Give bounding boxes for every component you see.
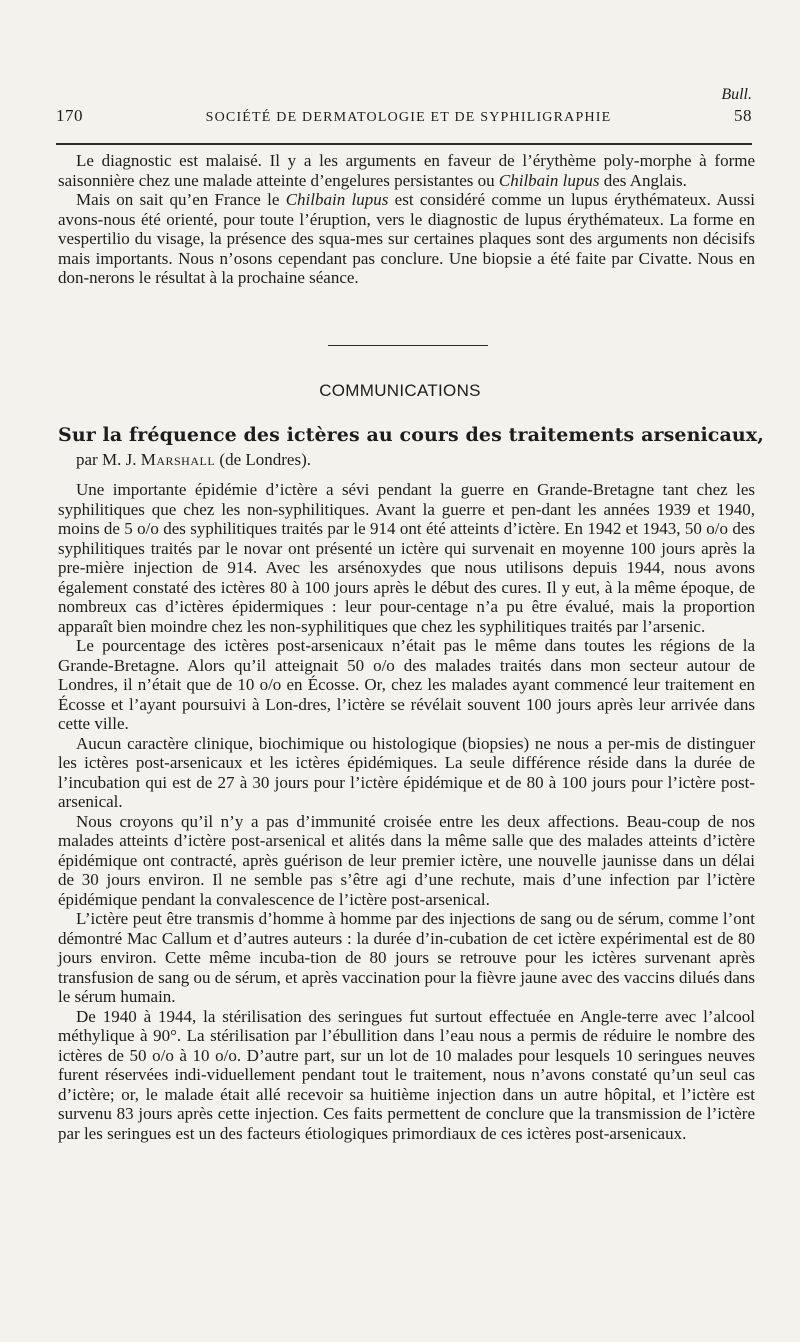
intro-paragraph-1: Le diagnostic est malaisé. Il y a les arguments en faveur de l’érythème poly-morphe à forme saisonnière chez une malade atteinte d’engelures persistantes ou Chilbain lupus des Anglais. xyxy=(58,151,755,190)
article-body xyxy=(58,480,755,1143)
body-paragraph: Le pourcentage des ictères post-arsenicaux n’était pas le même dans toutes les régions de la Grande-Bretagne. Alors qu’il atteignait 50 o/o des malades traités dans mon secteur autour de Londres, il n’était que de 10 o/o en Écosse. Or, chez les malades ayant commencé leur traitement en Écosse et l’ayant poursuivi à Lon-dres, l’ictère se révélait souvent 100 jours après leur arrivée dans cette ville. xyxy=(58,636,755,733)
body-paragraph: Une importante épidémie d’ictère a sévi pendant la guerre en Grande-Bretagne tant chez les syphilitiques que chez les non-syphilitiques. Avant la guerre et pen-dant les années 1939 et 1940, moins de 5 o/o des syphilitiques traités par le 914 ont été atteints d’ictère. En 1942 et 1943, 50 o/o des syphilitiques traités par le novar ont présenté un ictère qui survenait en moyenne 100 jours après la pre-mière injection de 914. Avec les arsénoxydes que nous utilisons depuis 1944, nous avons également constaté des ictères 80 à 100 jours après le début des cures. Il y eut, à la même époque, de nombreux cas d’ictères épidermiques : leur pour-centage n’a pu être évalué, mais la proportion apparaît bien moindre chez les non-syphilitiques que chez les syphilitiques traités par l’arsenic. xyxy=(58,480,755,636)
intro-paragraph-2: Mais on sait qu’en France le Chilbain lupus est considéré comme un lupus érythémateux. Aussi avons-nous été orienté, pour toute l’éruption, vers le diagnostic de lupus érythémateux. La forme en vespertilio du visage, la présence des squa-mes sur certaines plaques sont des arguments non décisifs mais importants. Nous n’osons cependant pas conclure. Une biopsie a été faite par Civatte. Nous en don-nerons le résultat à la prochaine séance. xyxy=(58,190,755,287)
article-byline: par M. J. Marshall (de Londres). xyxy=(76,450,311,469)
issue-number: 58 xyxy=(734,106,752,125)
body-paragraph: L’ictère peut être transmis d’homme à homme par des injections de sang ou de sérum, comme l’ont démontré Mac Callum et d’autres auteurs : la durée d’in-cubation de cet ictère expérimental est de 80 jours environ. Cette même incuba-tion de 80 jours se retrouve pour les ictères survenant après transfusion de sang ou de sérum, et après vaccination pour la fièvre jaune avec des vaccins dilués dans le sérum humain. xyxy=(58,909,755,1006)
body-paragraph: Nous croyons qu’il n’y a pas d’immunité croisée entre les deux affections. Beau-coup de nos malades atteints d’ictère post-arsenical et alités dans la même salle que des malades atteints d’ictère épidémique ont contracté, après guérison de leur premier ictère, une nouvelle jaunisse dans un délai de 30 jours environ. Il ne semble pas s’être agi d’une rechute, mais d’une infection par l’ictère épidémique pendant la convalescence de l’ictère post-arsenical. xyxy=(58,811,755,909)
page-number: 170 xyxy=(56,106,83,125)
author-name: Marshall xyxy=(140,450,216,469)
body-paragraph: De 1940 à 1944, la stérilisation des seringues fut surtout effectuée en Angle-terre avec l’alcool méthylique à 90°. La stérilisation par l’ébullition dans l’eau nous a permis de réduire le nombre des ictères de 50 o/o à 10 o/o. D’autre part, sur un lot de 10 malades pour lesquels 10 seringues neuves furent réservées indi-viduellement pendant tout le traitement, nous n’avons constaté qu’un seul cas d’ictère; or, le malade était allé recevoir sa huitième injection dans un autre hôpital, et l’ictère est survenu 83 jours après cette injection. Ces faits permettent de conclure que la transmission de l’ictère par les seringues est un des facteurs étiologiques primordiaux de ces ictères post-arsenicaux. xyxy=(58,1006,755,1143)
italic-term: Chilbain lupus xyxy=(498,170,600,190)
section-divider xyxy=(328,345,488,346)
section-heading: COMMUNICATIONS xyxy=(319,381,481,400)
header-rule xyxy=(56,143,752,145)
body-paragraph: Aucun caractère clinique, biochimique ou histologique (biopsies) ne nous a per-mis de distinguer les ictères post-arsenicaux et les ictères épidémiques. La seule différence réside dans la durée de l’incubation qui est de 27 à 30 jours pour l’ictère épidémique et de 80 à 100 jours pour l’ictère post-arsenical. xyxy=(58,733,755,811)
running-header xyxy=(56,106,752,130)
italic-term: Chilbain lupus xyxy=(285,190,389,209)
article-title: Sur la fréquence des ictères au cours des traitements arsenicaux, xyxy=(58,424,764,446)
intro-text xyxy=(58,151,755,288)
journal-title: SOCIÉTÉ DE DERMATOLOGIE ET DE SYPHILIGRAPHIE xyxy=(205,110,612,125)
bull-stamp: Bull. xyxy=(721,86,752,103)
